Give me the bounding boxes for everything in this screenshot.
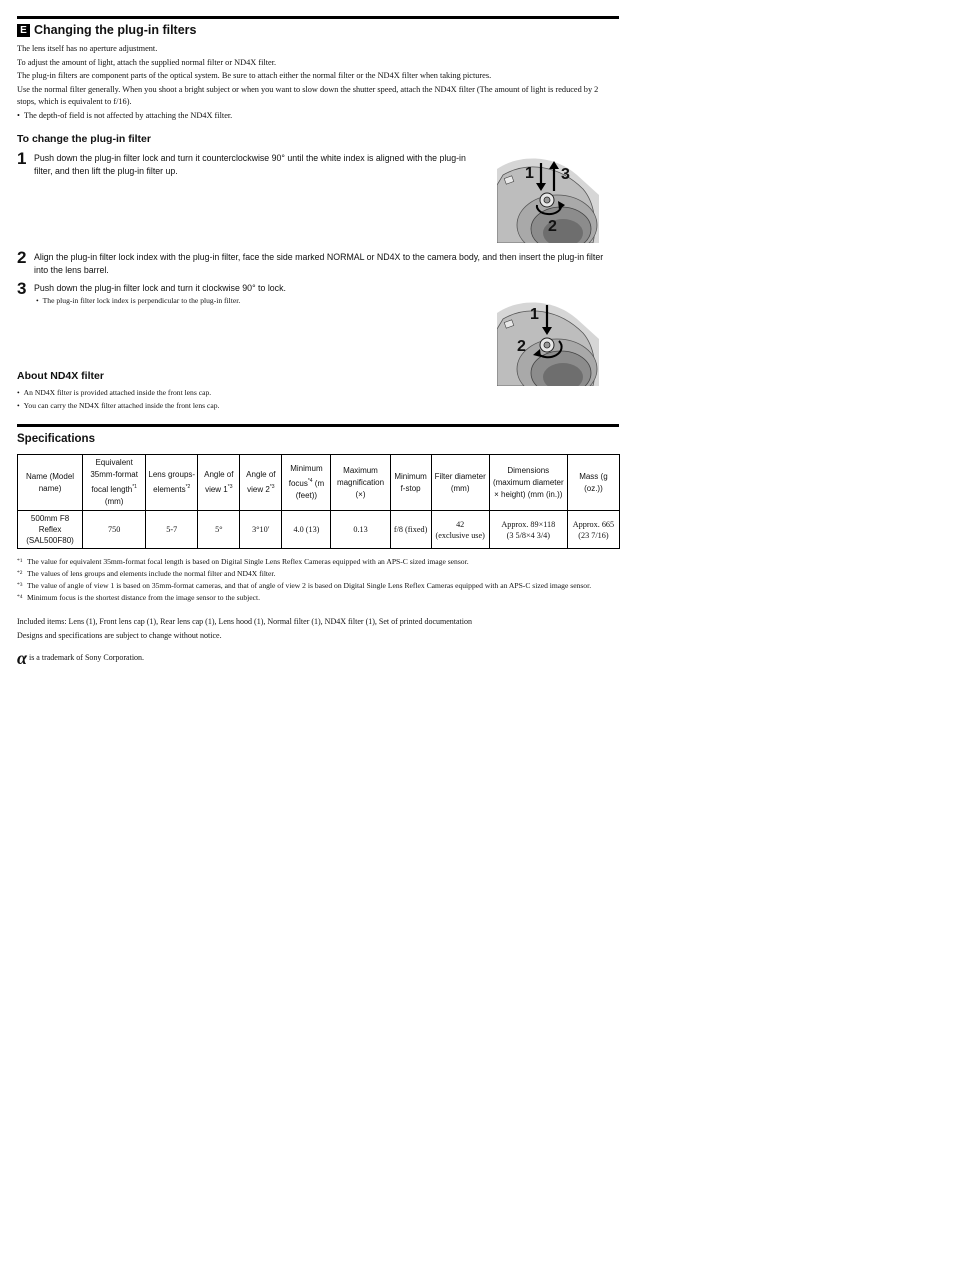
footnote-text: The value for equivalent 35mm-format focal length is based on Digital Single Lens Reflex Cameras equipped with an APS-C sized image sensor. bbox=[27, 557, 469, 566]
step-1 bbox=[17, 151, 472, 178]
step-3 bbox=[17, 281, 472, 306]
header-magnification: Maximum magnification (×) bbox=[331, 455, 390, 511]
header-lens-groups bbox=[146, 455, 198, 511]
footnote-text: The values of lens groups and elements include the normal filter and ND4X filter. bbox=[27, 569, 276, 579]
cell-groups: 5-7 bbox=[146, 511, 198, 549]
specs-data-row bbox=[18, 511, 620, 549]
cell-angle2: 3°10′ bbox=[240, 511, 282, 549]
section-badge: E bbox=[17, 24, 30, 37]
footnote-ref: *3 bbox=[269, 484, 275, 490]
step-number: 3 bbox=[17, 279, 27, 298]
section-rule bbox=[17, 16, 619, 19]
included-items: Included items: Lens (1), Front lens cap (1), Rear lens cap (1), Lens hood (1), Normal filter (1), ND4X filter (1), Set of printed documentation bbox=[17, 616, 472, 626]
header-text: Lens groups-elements bbox=[148, 470, 196, 494]
step-note-text: The plug-in filter lock index is perpendicular to the plug-in filter. bbox=[42, 296, 241, 305]
cell-line: Approx. 665 bbox=[572, 519, 615, 529]
step-note: • The plug-in filter lock index is perpendicular to the plug-in filter. bbox=[36, 296, 241, 305]
header-text: Angle of view 2 bbox=[246, 470, 276, 494]
cell-line: 42 bbox=[456, 519, 465, 529]
footnote bbox=[17, 569, 619, 579]
intro-bullet-text: The depth-of field is not affected by attaching the ND4X filter. bbox=[23, 110, 233, 120]
footnote bbox=[17, 557, 619, 567]
footnotes bbox=[17, 557, 619, 603]
step-number: 1 bbox=[17, 149, 27, 168]
header-text: Angle of view 1 bbox=[204, 470, 234, 494]
step-text: Push down the plug-in filter lock and turn it clockwise 90° to lock. bbox=[34, 283, 286, 293]
footnote-mark: *3 bbox=[17, 582, 23, 589]
specs-rule bbox=[17, 424, 619, 427]
step-number: 2 bbox=[17, 248, 27, 267]
step-text: Push down the plug-in filter lock and turn it counterclockwise 90° until the white index is aligned with the plug-in filter, and then lift the plug-in filter up. bbox=[34, 153, 466, 176]
figure-label: 2 bbox=[548, 218, 557, 235]
procedure-heading: To change the plug-in filter bbox=[17, 133, 151, 145]
about-list bbox=[17, 387, 619, 412]
specs-title: Specifications bbox=[17, 433, 95, 445]
about-bullet-text: An ND4X filter is provided attached inside the front lens cap. bbox=[23, 388, 212, 397]
alpha-logo: α bbox=[17, 647, 27, 668]
header-focal-length bbox=[83, 455, 146, 511]
footnote-text: The value of angle of view 1 is based on 35mm-format cameras, and that of angle of view 2 is based on Digital Single Lens Reflex Cameras equipped with an APS-C sized image sensor. bbox=[27, 581, 592, 591]
trademark-text: is a trademark of Sony Corporation. bbox=[28, 652, 145, 662]
footnote-mark: *4 bbox=[17, 594, 23, 601]
cell-mass bbox=[567, 511, 619, 549]
specs-header-row bbox=[18, 455, 620, 511]
about-bullet-text: You can carry the ND4X filter attached inside the front lens cap. bbox=[23, 400, 220, 410]
footnote-ref: *2 bbox=[185, 484, 191, 490]
header-text: Equivalent 35mm-format focal length bbox=[90, 458, 138, 494]
about-bullet: • You can carry the ND4X filter attached inside the front lens cap. bbox=[17, 400, 619, 413]
footnote bbox=[17, 581, 619, 591]
cell-name: 500mm F8 Reflex (SAL500F80) bbox=[18, 511, 83, 549]
cell-filter bbox=[431, 511, 489, 549]
cell-min-focus: 4.0 (13) bbox=[282, 511, 331, 549]
figure-label: 3 bbox=[561, 166, 570, 183]
cell-line: Approx. 89×118 bbox=[501, 519, 556, 529]
cell-fstop: f/8 (fixed) bbox=[390, 511, 431, 549]
cell-dimensions bbox=[489, 511, 567, 549]
intro-paragraph: The lens itself has no aperture adjustment. bbox=[17, 44, 158, 53]
figure-label: 1 bbox=[530, 306, 539, 323]
step-text: Align the plug-in filter lock index with the plug-in filter, face the side marked NORMAL or ND4X to the camera body, and then insert the plug-in filter into the lens barrel. bbox=[34, 252, 604, 275]
cell-focal: 750 bbox=[83, 511, 146, 549]
cell-line: (exclusive use) bbox=[435, 530, 485, 540]
intro-paragraph: Use the normal filter generally. When you shoot a bright subject or when you want to slow down the shutter speed, attach the ND4X filter (The amount of light is reduced by 2 stops, which is equivalent to f/16). bbox=[17, 84, 599, 106]
cell-angle1: 5° bbox=[198, 511, 240, 549]
footnote-ref: *1 bbox=[132, 484, 137, 490]
footnote-mark: *2 bbox=[17, 570, 23, 577]
header-fstop: Minimum f-stop bbox=[390, 455, 431, 511]
footnote-ref: *4 bbox=[307, 478, 313, 484]
change-notice: Designs and specifications are subject to change without notice. bbox=[17, 630, 222, 640]
cell-line: (23 7/16) bbox=[578, 530, 609, 540]
figure-label: 2 bbox=[517, 338, 526, 355]
trademark-line bbox=[17, 647, 619, 668]
header-unit: (m (feet)) bbox=[295, 479, 325, 500]
figure-label: 1 bbox=[525, 165, 534, 182]
intro-paragraph: To adjust the amount of light, attach the supplied normal filter or ND4X filter. bbox=[17, 57, 277, 67]
header-mass: Mass (g (oz.)) bbox=[567, 455, 619, 511]
header-angle-2 bbox=[240, 455, 282, 511]
cell-line: (3 5/8×4 3/4) bbox=[506, 530, 550, 540]
section-title: Changing the plug-in filters bbox=[34, 23, 197, 37]
about-bullet: • An ND4X filter is provided attached inside the front lens cap. bbox=[17, 387, 619, 400]
specs-table bbox=[17, 454, 620, 549]
footnote bbox=[17, 593, 619, 603]
header-text: Minimum focus bbox=[288, 464, 323, 488]
cell-magnification: 0.13 bbox=[331, 511, 390, 549]
header-unit: (mm) bbox=[104, 497, 124, 506]
header-angle-1 bbox=[198, 455, 240, 511]
intro-paragraph: The plug-in filters are component parts of the optical system. Be sure to attach either the normal filter or the ND4X filter when taking pictures. bbox=[17, 71, 492, 80]
header-name: Name (Model name) bbox=[18, 455, 83, 511]
footnote-text: Minimum focus is the shortest distance from the image sensor to the subject. bbox=[27, 593, 261, 603]
footnote-mark: *1 bbox=[17, 558, 23, 564]
section-heading bbox=[17, 23, 619, 37]
lens-illustration-lock bbox=[497, 299, 599, 386]
step-2 bbox=[17, 250, 619, 277]
header-dimensions: Dimensions (maximum diameter × height) (mm (in.)) bbox=[489, 455, 567, 511]
about-heading: About ND4X filter bbox=[17, 370, 104, 382]
header-min-focus bbox=[282, 455, 331, 511]
footnote-ref: *3 bbox=[227, 484, 233, 490]
intro-text bbox=[17, 43, 619, 122]
header-filter-diameter: Filter diameter (mm) bbox=[431, 455, 489, 511]
intro-bullet: • The depth-of field is not affected by attaching the ND4X filter. bbox=[17, 110, 619, 123]
